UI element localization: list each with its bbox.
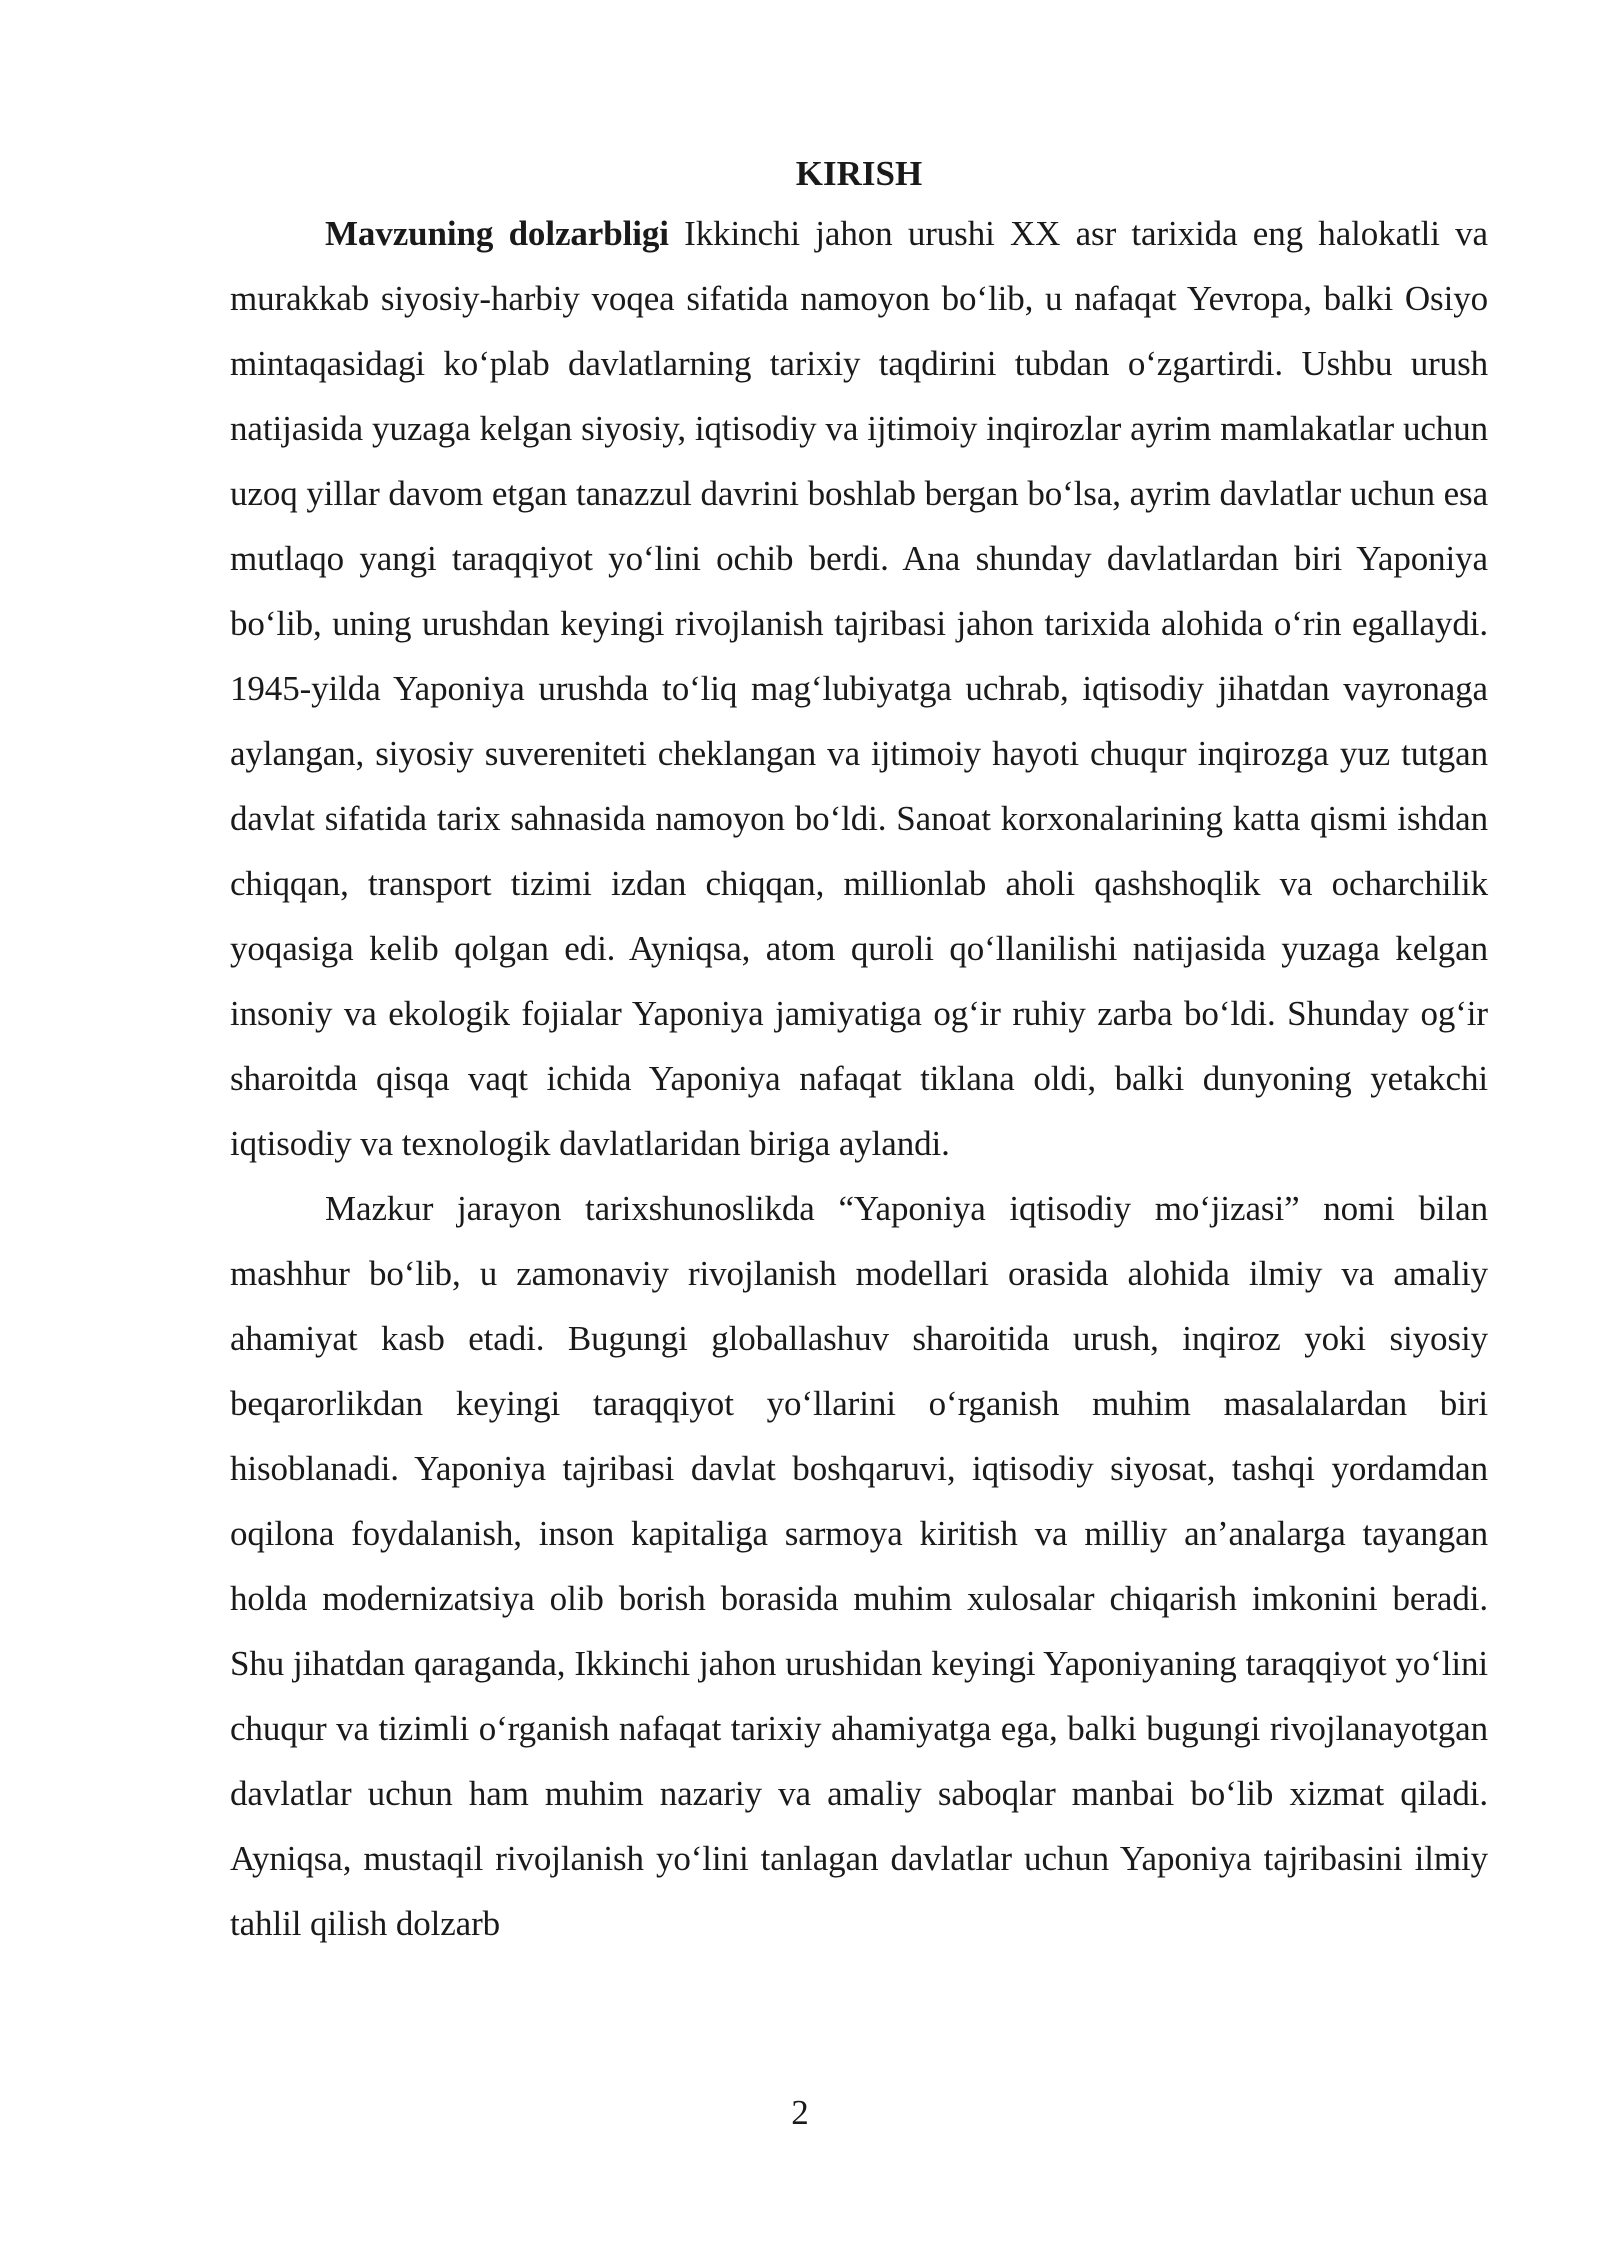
- paragraph-relevance: [230, 201, 1488, 1176]
- paragraph-text: Ikkinchi jahon urushi XX asr tarixida eng halokatli va murakkab siyosiy-harbiy voqea sifatida namoyon bo‘lib, u nafaqat Yevropa, balki Osiyo mintaqasidagi ko‘plab davlatlarning tarixiy taqdirini tubdan o‘zgartirdi. Ushbu urush natijasida yuzaga kelgan siyosiy, iqtisodiy va ijtimoiy inqirozlar ayrim mamlakatlar uchun uzoq yillar davom etgan tanazzul davrini boshlab bergan bo‘lsa, ayrim davlatlar uchun esa mutlaqo yangi taraqqiyot yo‘lini ochib berdi. Ana shunday davlatlardan biri Yaponiya bo‘lib, uning urushdan keyingi rivojlanish tajribasi jahon tarixida alohida o‘rin egallaydi. 1945-yilda Yaponiya urushda to‘liq mag‘lubiyatga uchrab, iqtisodiy jihatdan vayronaga aylangan, siyosiy suvereniteti cheklangan va ijtimoiy hayoti chuqur inqirozga yuz tutgan davlat sifatida tarix sahnasida namoyon bo‘ldi. Sanoat korxonalarining katta qismi ishdan chiqqan, transport tizimi izdan chiqqan, millionlab aholi qashshoqlik va ocharchilik yoqasiga kelib qolgan edi. Ayniqsa, atom quroli qo‘llanilishi natijasida yuzaga kelgan insoniy va ekologik fojialar Yaponiya jamiyatiga og‘ir ruhiy zarba bo‘ldi. Shunday og‘ir sharoitda qisqa vaqt ichida Yaponiya nafaqat tiklana oldi, balki dunyoning yetakchi iqtisodiy va texnologik davlatlaridan biriga aylandi.: [230, 214, 1488, 1163]
- paragraph-japan-miracle: Mazkur jarayon tarixshunoslikda “Yaponiya iqtisodiy mo‘jizasi” nomi bilan mashhur bo‘lib, u zamonaviy rivojlanish modellari orasida alohida ilmiy va amaliy ahamiyat kasb etadi. Bugungi globallashuv sharoitida urush, inqiroz yoki siyosiy beqarorlikdan keyingi taraqqiyot yo‘llarini o‘rganish muhim masalalardan biri hisoblanadi. Yaponiya tajribasi davlat boshqaruvi, iqtisodiy siyosat, tashqi yordamdan oqilona foydalanish, inson kapitaliga sarmoya kiritish va milliy an’analarga tayangan holda modernizatsiya olib borish borasida muhim xulosalar chiqarish imkonini beradi. Shu jihatdan qaraganda, Ikkinchi jahon urushidan keyingi Yaponiyaning taraqqiyot yo‘lini chuqur va tizimli o‘rganish nafaqat tarixiy ahamiyatga ega, balki bugungi rivojlanayotgan davlatlar uchun ham muhim nazariy va amaliy saboqlar manbai bo‘lib xizmat qiladi. Ayniqsa, mustaqil rivojlanish yo‘lini tanlagan davlatlar uchun Yaponiya tajribasini ilmiy tahlil qilish dolzarb: [230, 1189, 1488, 1943]
- section-heading: KIRISH: [795, 154, 923, 193]
- paragraph-lead: Mavzuning dolzarbligi: [325, 214, 669, 253]
- page-content: [230, 151, 1488, 1956]
- page-number: 2: [791, 2093, 809, 2132]
